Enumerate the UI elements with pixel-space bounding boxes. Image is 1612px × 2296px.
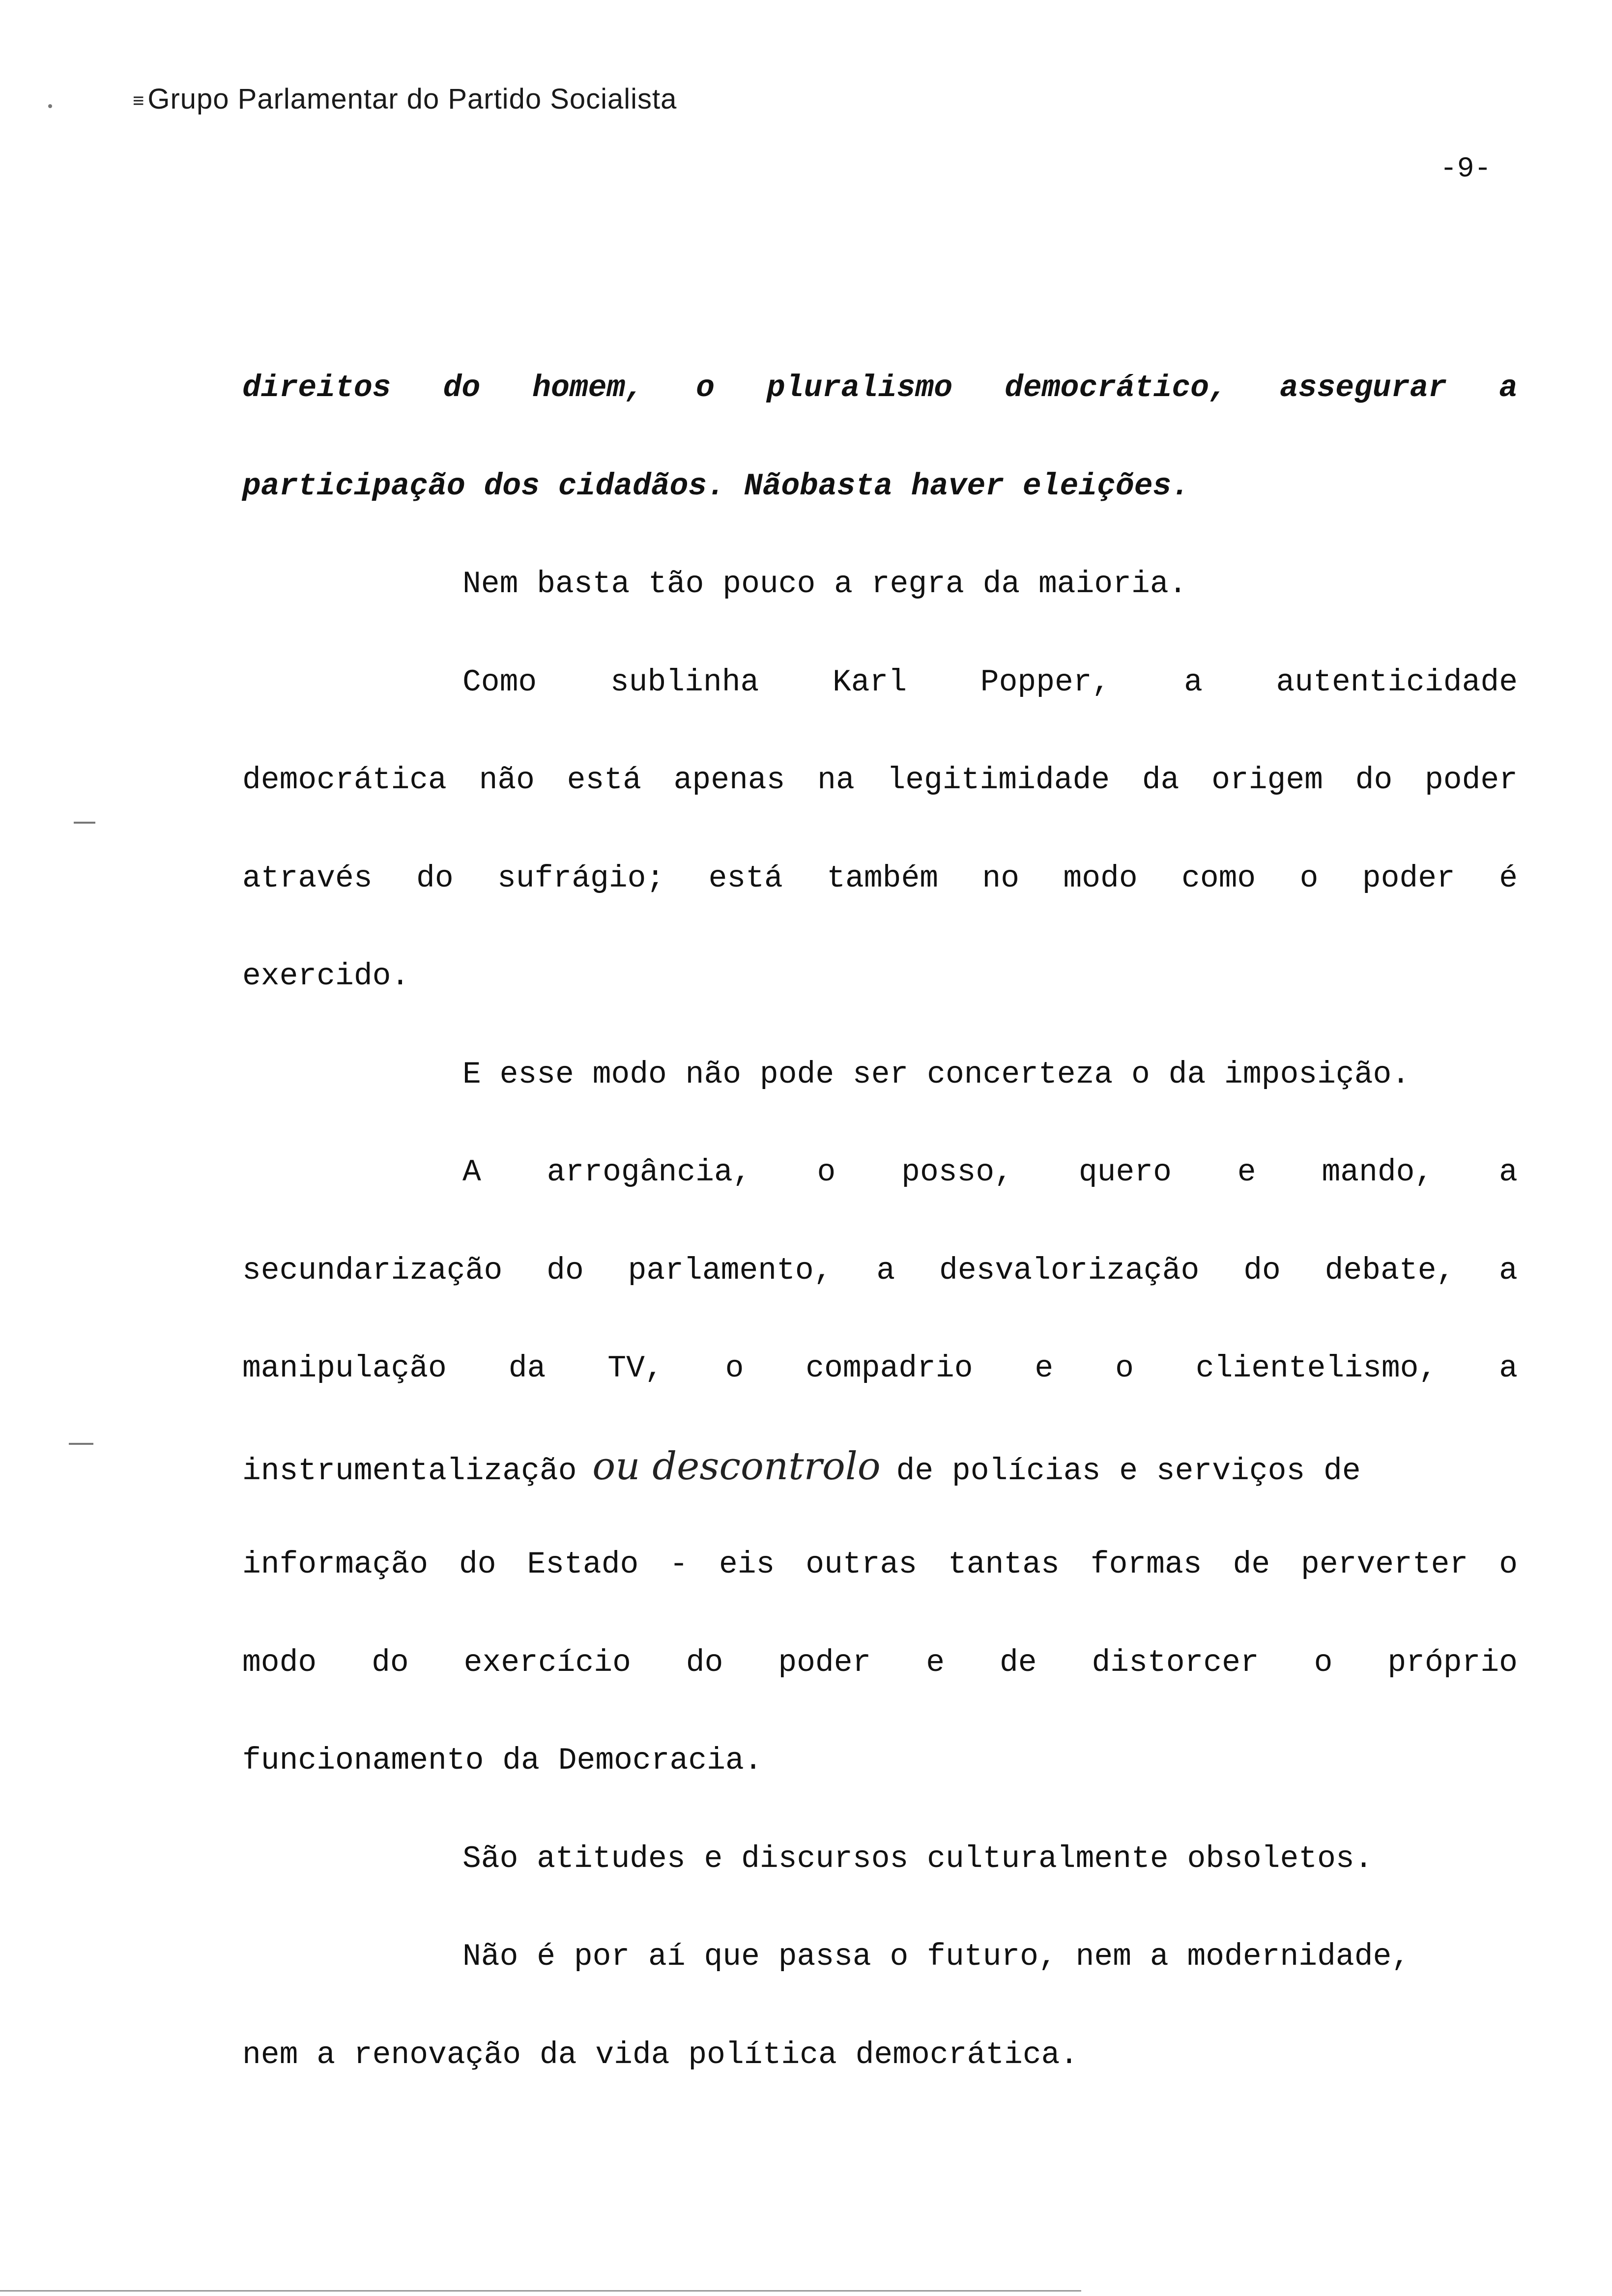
text-line: modo do exercício do poder e de distorcer o próprio [242, 1645, 1518, 1680]
text-line-with-handwriting [242, 1418, 1518, 1516]
text-line: Não é por aí que passa o futuro, nem a modernidade, [462, 1939, 1410, 1974]
scan-edge-line [0, 2290, 1081, 2292]
document-header [133, 83, 677, 115]
party-name: Grupo Parlamentar do Partido Socialista [147, 83, 677, 115]
text-line: exercido. [242, 959, 410, 994]
margin-dash [74, 822, 95, 824]
text-line: participação dos cidadãos. Nãobasta haver eleições. [242, 468, 1190, 504]
text-line: Como sublinha Karl Popper, a autenticidade [462, 664, 1518, 700]
margin-dot [48, 104, 52, 108]
text-fragment: de polícias e serviços de [896, 1453, 1361, 1489]
text-line: Nem basta tão pouco a regra da maioria. [462, 567, 1187, 602]
text-line: informação do Estado - eis outras tantas formas de perverter o [242, 1547, 1518, 1582]
text-line: E esse modo não pode ser concerteza o da imposição. [462, 1057, 1410, 1092]
page-number: -9- [1440, 153, 1492, 185]
text-line: democrática não está apenas na legitimidade da origem do poder [242, 763, 1518, 798]
text-line: São atitudes e discursos culturalmente obsoletos. [462, 1841, 1373, 1876]
text-line: manipulação da TV, o compadrio e o clientelismo, a [242, 1351, 1518, 1386]
text-line: secundarização do parlamento, a desvalorização do debate, a [242, 1253, 1518, 1288]
header-mark: ≡ [133, 90, 145, 112]
text-line: nem a renovação da vida política democrática. [242, 2037, 1079, 2072]
text-line: direitos do homem, o pluralismo democrático, assegurar a [242, 371, 1518, 405]
document-body [242, 339, 1518, 2104]
text-line: A arrogância, o posso, quero e mando, a [462, 1155, 1518, 1190]
handwritten-insertion: ou descontrolo [592, 1444, 881, 1489]
text-fragment: instrumentalização [242, 1453, 577, 1489]
text-line: através do sufrágio; está também no modo como o poder é [242, 861, 1518, 896]
margin-dash [69, 1443, 93, 1445]
text-line: funcionamento da Democracia. [242, 1743, 763, 1778]
